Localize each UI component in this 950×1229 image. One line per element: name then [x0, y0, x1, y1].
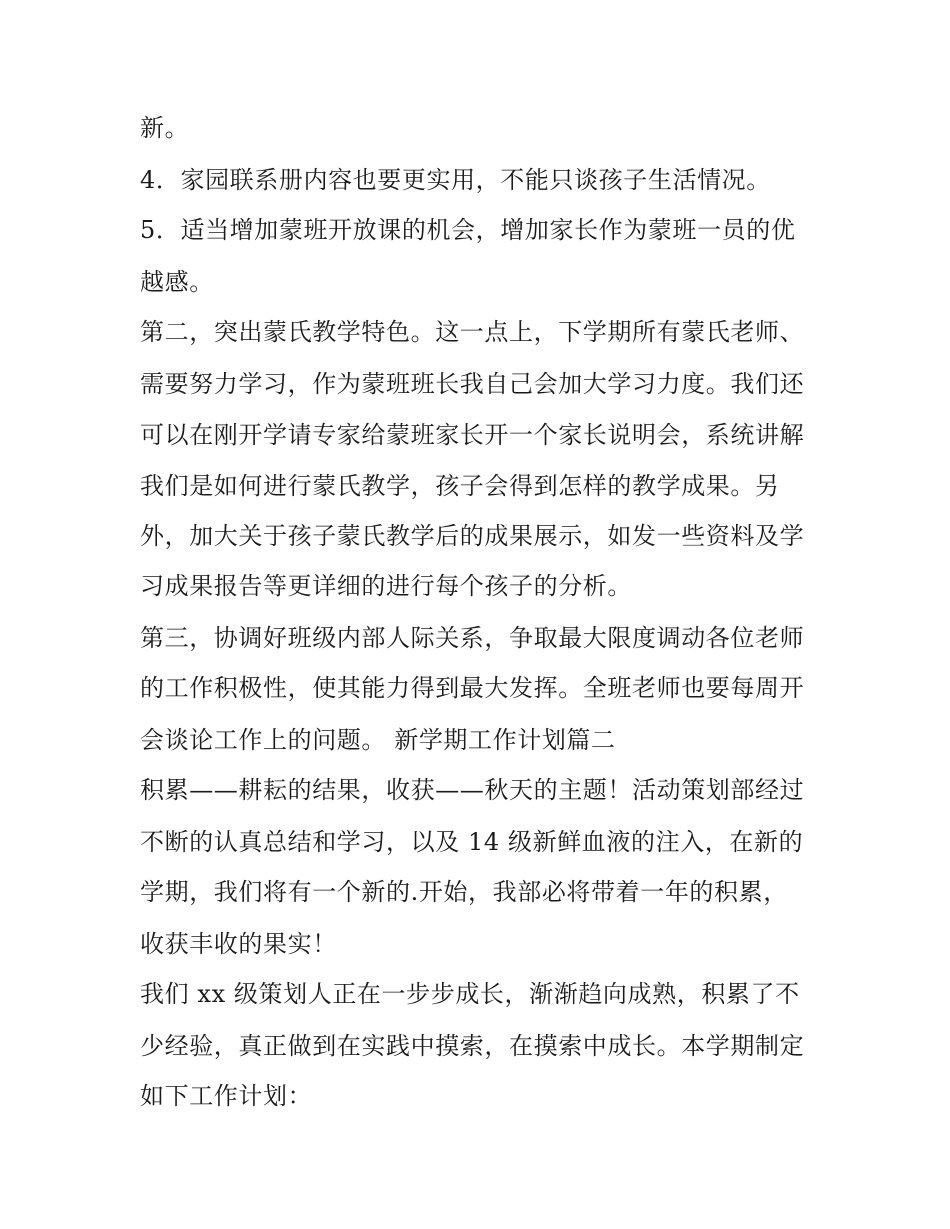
text-line: 5．适当增加蒙班开放课的机会，增加家长作为蒙班一员的优	[140, 216, 796, 244]
text-line: 可以在刚开学请专家给蒙班家长开一个家长说明会，系统讲解	[140, 421, 805, 449]
text-line: 习成果报告等更详细的进行每个孩子的分析。	[140, 572, 632, 600]
text-line: 收获丰收的果实！	[140, 930, 337, 958]
text-line: 外，加大关于孩子蒙氏教学后的成果展示，如发一些资料及学	[140, 522, 805, 550]
text-line: 不断的认真总结和学习，以及 14 级新鲜血液的注入，在新的	[140, 828, 804, 856]
text-line: 我们是如何进行蒙氏教学，孩子会得到怎样的教学成果。另	[140, 472, 780, 500]
text-line: 第三，协调好班级内部人际关系，争取最大限度调动各位老师	[140, 624, 805, 652]
text-line: 越感。	[140, 268, 214, 296]
text-line: 我们 xx 级策划人正在一步步成长，渐渐趋向成熟，积累了不	[140, 980, 800, 1008]
text-line: 的工作积极性，使其能力得到最大发挥。全班老师也要每周开	[140, 674, 805, 702]
text-line: 4．家园联系册内容也要更实用，不能只谈孩子生活情况。	[140, 166, 771, 194]
text-line: 少经验，真正做到在实践中摸索，在摸索中成长。本学期制定	[140, 1032, 805, 1060]
text-line: 需要努力学习，作为蒙班班长我自己会加大学习力度。我们还	[140, 370, 805, 398]
text-line: 会谈论工作上的问题。 新学期工作计划篇二	[140, 726, 616, 754]
text-line: 学期，我们将有一个新的.开始，我部必将带着一年的积累，	[140, 878, 788, 906]
text-line: 新。	[140, 114, 190, 142]
text-line: 第二，突出蒙氏教学特色。这一点上，下学期所有蒙氏老师、	[140, 318, 805, 346]
text-line: 积累——耕耘的结果，收获——秋天的主题！活动策划部经过	[140, 776, 805, 804]
text-line: 如下工作计划：	[140, 1082, 313, 1110]
